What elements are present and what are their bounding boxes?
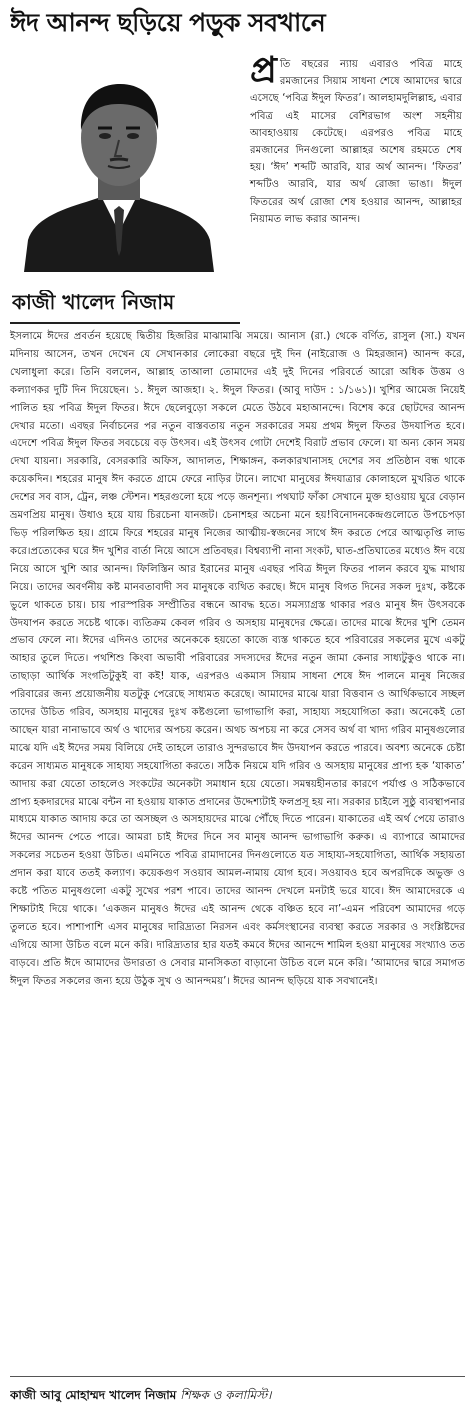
author-credit [10,1386,465,1404]
article-body: ইসলামে ঈদের প্রবর্তন হয়েছে দ্বিতীয় হিজরির মাঝামাঝি সময়ে। আনাস (রা.) থেকে বর্ণিত, রাসুল (সা.) যখন মদিনায় আসেন, তখন দেখেন যে সেখানকার লোকেরা বছরে দুই দিন (নাইরোজ ও মিহরজান) আনন্দ করে, খেলাধুলা করে। তিনি বললেন, আল্লাহ তাআলা তোমাদের এই দুই দিনের পরিবর্তে আরো অধিক উত্তম ও কল্যাণকর দুটি দিন দিয়েছেন। ১. ঈদুল আজহা। ২. ঈদুল ফিতর। (আবু দাউদ : ১/১৬১)। খুশির আমেজ নিয়েই পালিত হয় পবিত্র ঈদুল ফিতর। ঈদে ছেলেবুড়ো সকলে মেতে উঠবে মহাআনন্দে। বিশেষ করে ছোটদের আনন্দ দেখার মতো। এবছর নির্বাচনের পর নতুন বাস্তবতায় নতুন সরকারের সময় প্রথম ঈদুল ফিতর উদযাপিত হবে। এদেশে পবিত্র ঈদুল ফিতর সবচেয়ে বড় উৎসব। এই উৎসব গোটা দেশেই বিরাট প্রভাব ফেলে। যা অন্য কোন সময় দেখা যায়না। সরকারি, বেসরকারি অফিস, আদালত, শিক্ষাঙ্গন, কলকারখানাসহ দেশের সব প্রতিষ্ঠান বন্ধ থাকে কয়েকদিন। শহরের মানুষ ঈদ করতে গ্রামে ফেরে নাড়ির টানে। লাখো মানুষের ঈদযাত্রার কোলাহলে মুখরিত থাকে দেশের সব বাস, ট্রেন, লঞ্চ স্টেশন। শহরগুলো হয়ে পড়ে জনশূন্য। পথঘাট ফাঁকা সেখানে মুক্ত হাওয়ায় ঘুরে বেড়ান ভ্রমণপ্রিয় মানুষ। উধাও হয়ে যায় চিরচেনা যানজট। চেনাশহর অচেনা মনে হয়!বিনোদনকেন্দ্রগুলোতে উপচেপড়া ভিড় পরিলক্ষিত হয়। গ্রামে ফিরে শহরের মানুষ নিজের আত্মীয়-স্বজনের সাথে ঈদ করতে পেরে আত্মতৃপ্তি লাভ করে।প্রত্যেকের ঘরে ঈদ খুশির বার্তা নিয়ে আসে প্রতিবছর। বিশ্বব্যাপী নানা সংকট, ঘাত-প্রতিঘাতের মধ্যেও ঈদ বয়ে নিয়ে আসে খুশি আর আনন্দ। ফিলিস্তিন আর ইরানের মানুষ এবছর পবিত্র ঈদুল ফিতর পালন করবে যুদ্ধ মাথায় নিয়ে। তাদের অবর্ণনীয় কষ্ট মানবতাবাদী সব মানুষকে ব্যথিত করছে। ঈদে মানুষ বিগত দিনের সকল দুঃখ, কষ্টকে ভুলে থাকতে চায়। চায় পারস্পরিক সম্প্রীতির বন্ধনে আবদ্ধ হতে। সমস্যাগ্রস্ত থাকার পরও মানুষ ঈদ উৎসবকে উদযাপন করতে সচেষ্ট থাকে। ব্যতিক্রম কেবল গরিব ও অসহায় মানুষদের ক্ষেত্রে। তাদের মাঝে ঈদের খুশি তেমন প্রভাব ফেলে না। ঈদের এদিনও তাদের অনেককে হয়তো কাজে ব্যস্ত থাকতে হবে পরিবারের সকলের মুখে একটু আহার তুলে দিতে। পথশিশু কিংবা অভাবী পরিবারের সদস্যদের ঈদের নতুন জামা কেনার সাধ্যটুকুও থাকে না। তাছাড়া আর্থিক সংগতিটুকুই বা কই! যাক, এরপরও একমাস সিয়াম সাধনা শেষে ঈদ পালনে মানুষ নিজের পরিবারের জন্য প্রয়োজনীয় যতটুকু পেরেছে সাধ্যমত করেছে। আমাদের মাঝে যারা বিত্তবান ও আর্থিকভাবে সচ্ছল তাদের উচিত গরিব, অসহায় মানুষের দুঃখ কষ্টগুলো ভাগাভাগি করা, সাহায্য সহযোগিতা করা। অনেকেই তো আছেন যারা নানাভাবে অর্থ ও খাদ্যের অপচয় করেন। অথচ অপচয় না করে সেসব অর্থ বা খাদ্য গরিব মানুষগুলোর মাঝে যদি এই ঈদের সময় বিলিয়ে দেই তাহলে তারাও সুন্দরভাবে ঈদ উদযাপন করতে পারবে। অবশ্য অনেকে চেষ্টা করেন সাধ্যমত মানুষকে সাহায্য সহযোগিতা করতে। সঠিক নিয়মে যদি গরিব ও অসহায় মানুষের প্রাপ্য হক ‘যাকাত’ আদায় করা যেতো তাহলেও সংকটের অনেকটা সমাধান হয়ে যেতো। সমন্বয়হীনতার কারণে পর্যাপ্ত ও সঠিকভাবে প্রাপ্য হকদারদের মাঝে বন্টন না হওয়ায় যাকাত প্রদানের উদ্দেশ্যটাই ফলপ্রসূ হয় না। সরকার চাইলে সুষ্ঠু ব্যবস্থাপনার মাধ্যমে যাকাত আদায় করে তা অসচ্ছল ও অসহায়দের মাঝে পৌঁছে দিতে পারেন। যাকাতের এই অর্থ পেয়ে তারাও ঈদের আনন্দ পেতে পারে। আমরা চাই ঈদের দিনে সব মানুষ আনন্দ ভাগাভাগি করুক। এ ব্যাপারে আমাদের সকলের সচেতন হওয়া উচিত। এমনিতে পবিত্র রামাদানের দিনগুলোতে যত সাহায্য-সহযোগিতা, আর্থিক সহায়তা প্রদান করা যাবে ততই কল্যাণ। কয়েকগুণ সওয়াব আমল-নামায় যোগ হবে। সওয়াবও হবে অপরদিকে অভুক্ত ও কষ্টে পতিত মানুষগুলো একটু সুখের পরশ পাবে। তাদের আনন্দ দেখলে মনটাই ভরে যাবে। ঈদ আমাদেরকে এ শিক্ষাটাই দিয়ে থাকে। ‘একজন মানুষও ঈদের এই আনন্দ থেকে বঞ্চিত হবে না’-এমন পরিবেশ আমাদের গড়ে তুলতে হবে। পাশাপাশি এসব মানুষের দারিদ্র্যতা নিরসন এবং কর্মসংস্থানের ব্যবস্থা করতে সরকার ও সংশ্লিষ্টদের এগিয়ে আসা উচিত বলে মনে করি। দারিদ্র্যতার হার যতই কমবে ঈদের আনন্দে শামিল হওয়া মানুষের সংখ্যাও তত বাড়বে। প্রতি ঈদে আমাদের উদারতা ও সেবার মানসিকতা বাড়ানো উচিত বলে মনে করি। ‘আমাদের দ্বারে সমাগত ঈদুল ফিতর সকলের জন্য হয়ে উঠুক সুখ ও আনন্দময়’। ঈদের আনন্দ ছড়িয়ে যাক সবখানেই। [10,331,465,987]
author-divider [10,1376,465,1377]
author-role: শিক্ষক ও কলামিস্ট। [180,1388,272,1402]
author-name: কাজী আবু মোহাম্মদ খালেদ নিজাম [10,1388,177,1402]
intro-text: তি বছরের ন্যায় এবারও পবিত্র মাহে রমজানের সিয়াম সাধনা শেষে আমাদের দ্বারে এসেছে ‘পবিত্র ঈদুল ফিতর’। আলহামদুলিল্লাহ, এবার পবিত্র এই মাসের বেশিরভাগ অংশ সহনীয় আবহাওয়ায় কেটেছে। এরপরও পবিত্র মাহে রমজানের দিনগুলো আল্লাহর অশেষ রহমতে শেষ হয়। ‘ঈদ’ শব্দটি আরবি, যার অর্থ আনন্দ। ‘ফিতর’ শব্দটিও আরবি, যার অর্থ রোজা ভাঙা। ঈদুল ফিতরের অর্থ রোজা শেষ হওয়ার আনন্দ, আল্লাহর নিয়ামত লাভ করার আনন্দ। [250,59,462,225]
article-headline: ঈদ আনন্দ ছড়িয়ে পড়ুক সবখানে [10,8,326,37]
intro-paragraph [250,50,462,228]
byline-divider [10,322,240,324]
drop-cap: প্র [250,50,277,91]
author-portrait-icon [14,60,224,272]
author-byline: কাজী খালেদ নিজাম [12,290,175,314]
